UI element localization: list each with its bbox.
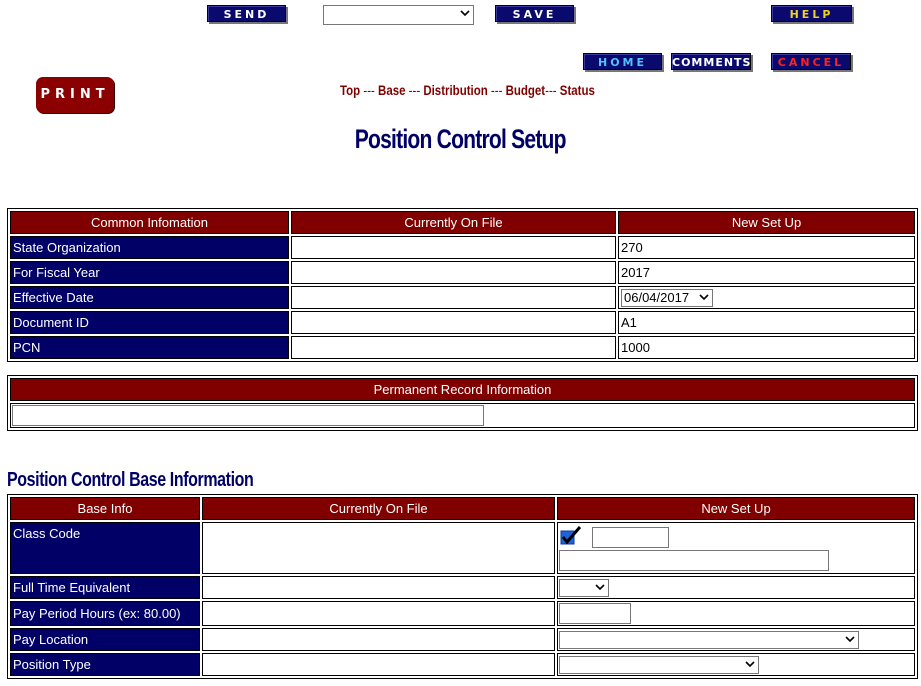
header-new-set-up: New Set Up xyxy=(557,497,915,520)
cancel-button[interactable]: CANCEL xyxy=(771,53,851,70)
current-state-organization xyxy=(291,236,616,259)
label-pcn: PCN xyxy=(10,336,289,359)
header-new-set-up: New Set Up xyxy=(618,211,915,234)
new-document-id: A1 xyxy=(618,311,915,334)
home-button[interactable]: HOME xyxy=(583,53,662,70)
current-pcn xyxy=(291,336,616,359)
effective-date-cell xyxy=(618,286,915,309)
current-fte xyxy=(202,576,555,599)
common-info-table xyxy=(7,208,918,362)
current-class-code xyxy=(202,522,555,574)
print-button[interactable]: PRINT xyxy=(36,77,114,113)
fte-cell xyxy=(557,576,915,599)
chevron-down-icon xyxy=(745,658,755,670)
header-permanent-record: Permanent Record Information xyxy=(10,378,915,401)
checkbox-checked-icon[interactable] xyxy=(560,526,582,546)
permanent-record-cell xyxy=(10,403,915,428)
header-currently-on-file: Currently On File xyxy=(202,497,555,520)
link-status[interactable]: Status xyxy=(559,82,595,98)
label-effective-date: Effective Date xyxy=(10,286,289,309)
chevron-down-icon xyxy=(595,581,605,593)
link-budget[interactable]: Budget xyxy=(505,82,546,98)
header-common-info: Common Infomation xyxy=(10,211,289,234)
label-class-code: Class Code xyxy=(10,522,200,574)
save-button[interactable]: SAVE xyxy=(495,5,574,22)
chevron-down-icon xyxy=(460,7,470,19)
current-position-type xyxy=(202,653,555,676)
fte-select[interactable] xyxy=(559,579,609,597)
link-separator: --- xyxy=(487,82,506,98)
effective-date-select[interactable]: 06/04/2017 xyxy=(621,289,713,307)
permanent-record-input[interactable] xyxy=(12,405,484,426)
current-pay-period-hours xyxy=(202,601,555,626)
page-title: Position Control Setup xyxy=(355,124,566,154)
current-fiscal-year xyxy=(291,261,616,284)
label-state-organization: State Organization xyxy=(10,236,289,259)
link-top[interactable]: Top xyxy=(340,82,361,98)
header-base-info: Base Info xyxy=(10,497,200,520)
label-pay-location: Pay Location xyxy=(10,628,200,651)
label-fte: Full Time Equivalent xyxy=(10,576,200,599)
pay-location-select[interactable] xyxy=(559,631,859,649)
permanent-record-table xyxy=(7,375,918,431)
chevron-down-icon xyxy=(845,633,855,645)
class-code-description-input[interactable] xyxy=(559,550,829,571)
chevron-down-icon xyxy=(699,291,709,303)
new-pcn: 1000 xyxy=(618,336,915,359)
position-type-cell xyxy=(557,653,915,676)
link-separator: --- xyxy=(405,82,424,98)
link-distribution[interactable]: Distribution xyxy=(423,82,488,98)
header-currently-on-file: Currently On File xyxy=(291,211,616,234)
label-position-type: Position Type xyxy=(10,653,200,676)
action-select[interactable] xyxy=(323,5,474,25)
base-info-table xyxy=(7,494,918,679)
current-effective-date xyxy=(291,286,616,309)
label-pay-period-hours: Pay Period Hours (ex: 80.00) xyxy=(10,601,200,626)
section-links xyxy=(340,82,595,98)
new-state-organization: 270 xyxy=(618,236,915,259)
pay-period-hours-input[interactable] xyxy=(559,603,631,624)
send-button[interactable]: SEND xyxy=(207,5,286,22)
comments-button[interactable]: COMMENTS xyxy=(671,53,751,70)
pay-period-hours-cell xyxy=(557,601,915,626)
current-pay-location xyxy=(202,628,555,651)
class-code-input[interactable] xyxy=(592,527,669,548)
current-document-id xyxy=(291,311,616,334)
pay-location-cell xyxy=(557,628,915,651)
label-fiscal-year: For Fiscal Year xyxy=(10,261,289,284)
help-button[interactable]: HELP xyxy=(771,5,852,22)
link-separator: --- xyxy=(360,82,379,98)
base-section-title: Position Control Base Information xyxy=(7,469,254,491)
new-fiscal-year: 2017 xyxy=(618,261,915,284)
link-separator: --- xyxy=(545,82,560,98)
class-code-cell xyxy=(557,522,915,574)
label-document-id: Document ID xyxy=(10,311,289,334)
link-base[interactable]: Base xyxy=(378,82,406,98)
position-type-select[interactable] xyxy=(559,656,759,674)
